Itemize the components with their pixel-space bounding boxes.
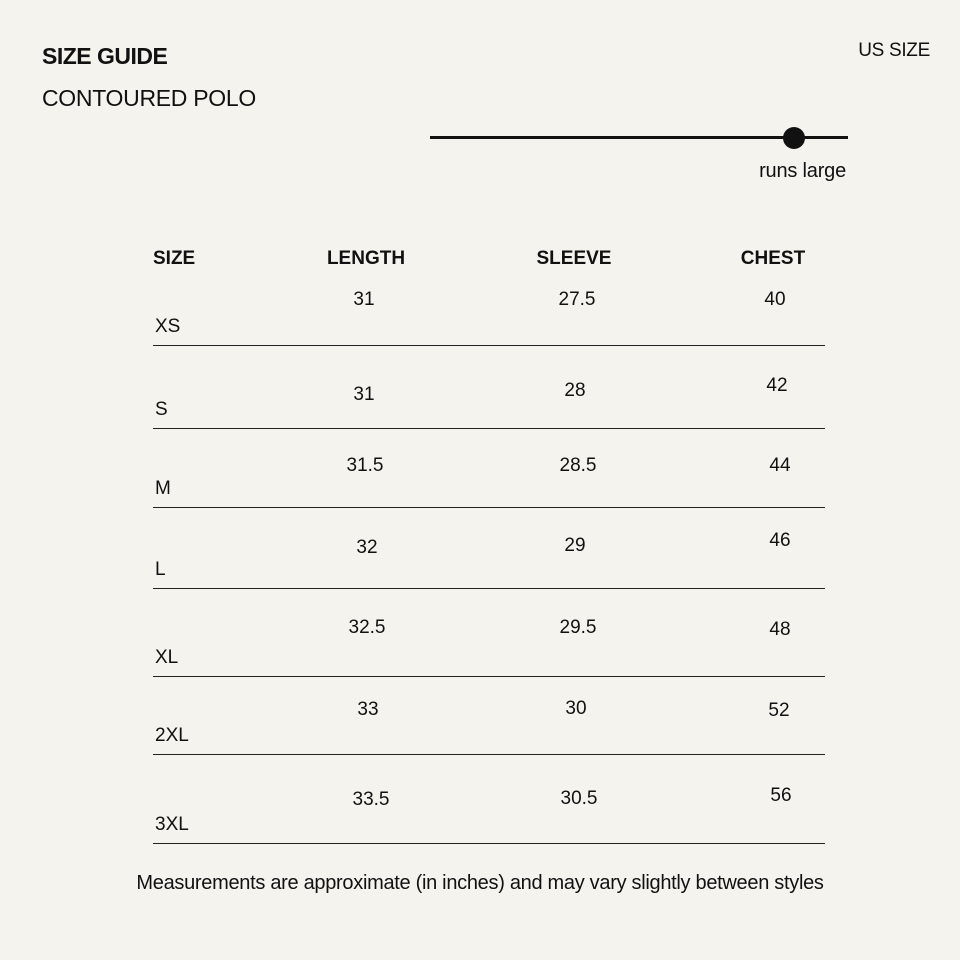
measurement-note: Measurements are approximate (in inches) and may vary slightly between styles [136,872,824,894]
chest-cell: 42 [766,375,788,396]
fit-label: runs large [759,160,846,182]
sleeve-cell: 30 [565,698,587,719]
chest-cell: 40 [764,289,786,310]
table-header [153,243,825,273]
length-cell: 33.5 [352,789,390,810]
product-name: CONTOURED POLO [42,85,256,111]
sleeve-cell: 27.5 [558,289,596,310]
sleeve-cell: 29 [564,535,586,556]
size-cell: 3XL [155,814,189,835]
sleeve-cell: 28 [564,380,586,401]
chest-cell: 46 [769,530,791,551]
length-cell: 33 [357,699,379,720]
table-row [153,508,825,589]
column-header-length: LENGTH [326,248,406,269]
size-cell: 2XL [155,725,189,746]
size-guide-title: SIZE GUIDE [42,43,168,69]
column-header-chest: CHEST [740,248,806,269]
region-label: US SIZE [858,40,930,61]
fit-scale [430,126,848,150]
length-cell: 32.5 [348,617,386,638]
size-cell: XS [155,316,181,337]
sleeve-cell: 28.5 [559,455,597,476]
chest-cell: 56 [770,785,792,806]
length-cell: 32 [356,537,378,558]
length-cell: 31 [353,289,375,310]
length-cell: 31 [353,384,375,405]
chest-cell: 44 [769,455,791,476]
chest-cell: 52 [768,700,790,721]
size-cell: L [155,559,166,580]
table-row [153,346,825,429]
column-header-size: SIZE [153,248,196,269]
table-row [153,273,825,346]
size-cell: M [155,478,171,499]
table-row [153,589,825,677]
table-row [153,429,825,508]
table-row [153,677,825,755]
table-row [153,755,825,844]
size-cell: S [155,399,168,420]
column-header-sleeve: SLEEVE [536,248,612,269]
sleeve-cell: 29.5 [559,617,597,638]
chest-cell: 48 [769,619,791,640]
size-cell: XL [155,647,179,668]
size-table [153,243,825,844]
fit-scale-marker [783,127,805,149]
sleeve-cell: 30.5 [560,788,598,809]
length-cell: 31.5 [346,455,384,476]
